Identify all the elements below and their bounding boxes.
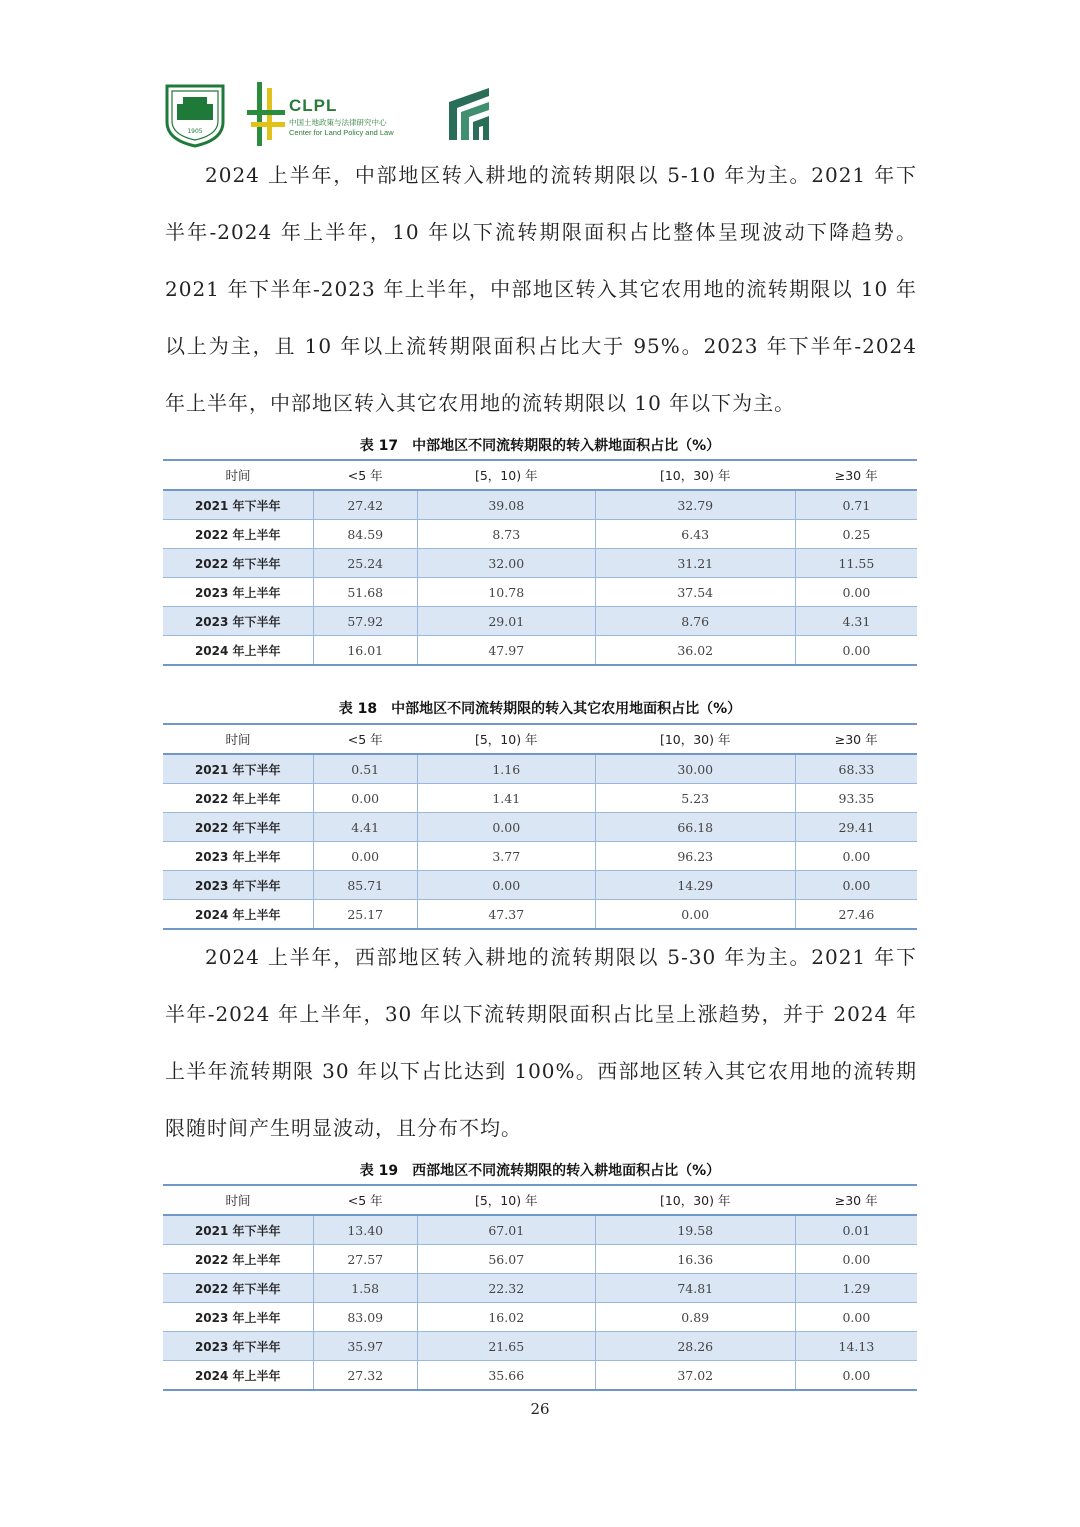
column-header: 时间 [163, 724, 313, 754]
column-header: ≥30 年 [795, 460, 917, 490]
column-header: <5 年 [313, 1185, 417, 1215]
row-period-label: 2023 年上半年 [163, 578, 313, 607]
table-cell: 1.16 [417, 754, 595, 784]
row-period-label: 2023 年上半年 [163, 842, 313, 871]
table-cell: 28.26 [595, 1332, 795, 1361]
table-cell: 0.00 [313, 842, 417, 871]
table-cell: 0.00 [417, 813, 595, 842]
table-cell: 1.41 [417, 784, 595, 813]
table-cell: 32.00 [417, 549, 595, 578]
column-header: [5，10) 年 [417, 1185, 595, 1215]
table-cell: 30.00 [595, 754, 795, 784]
table-cell: 27.32 [313, 1361, 417, 1391]
table-cell: 8.76 [595, 607, 795, 636]
table-cell: 29.01 [417, 607, 595, 636]
table-19-caption: 表 19 西部地区不同流转期限的转入耕地面积占比（%） [359, 1163, 721, 1179]
page-header [163, 78, 923, 148]
table-cell: 27.42 [313, 490, 417, 520]
row-period-label: 2024 年上半年 [163, 636, 313, 666]
row-period-label: 2022 年上半年 [163, 1245, 313, 1274]
row-period-label: 2022 年下半年 [163, 813, 313, 842]
table-19 [163, 1184, 917, 1391]
row-period-label: 2022 年上半年 [163, 784, 313, 813]
table-cell: 27.46 [795, 900, 917, 930]
column-header: 时间 [163, 460, 313, 490]
university-seal-logo [163, 82, 227, 148]
clpl-logo [245, 82, 415, 146]
row-period-label: 2022 年下半年 [163, 549, 313, 578]
table-header-row [163, 724, 917, 754]
table-cell: 39.08 [417, 490, 595, 520]
table-cell: 0.00 [795, 842, 917, 871]
table-row [163, 1361, 917, 1391]
paragraph-central-region [165, 147, 917, 432]
table-row [163, 636, 917, 666]
row-period-label: 2021 年下半年 [163, 1215, 313, 1245]
table-cell: 22.32 [417, 1274, 595, 1303]
table-cell: 0.00 [795, 636, 917, 666]
table-cell: 6.43 [595, 520, 795, 549]
table-row [163, 813, 917, 842]
table-row [163, 1245, 917, 1274]
column-header: ≥30 年 [795, 724, 917, 754]
table-cell: 0.01 [795, 1215, 917, 1245]
table-cell: 4.41 [313, 813, 417, 842]
table-17 [163, 459, 917, 666]
table-row [163, 578, 917, 607]
row-period-label: 2022 年上半年 [163, 520, 313, 549]
row-period-label: 2023 年下半年 [163, 1332, 313, 1361]
table-cell: 16.01 [313, 636, 417, 666]
paragraph-text: 2024 上半年，西部地区转入耕地的流转期限以 5-30 年为主。2021 年下半年-2024 年上半年，30 年以下流转期限面积占比呈上涨趋势，并于 2024 年上半年流转期限 30 年以下占比达到 100%。西部地区转入其它农用地的流转期限随时间产生明显波动，且分布不均。 [165, 945, 917, 1140]
column-header: [10，30) 年 [595, 460, 795, 490]
table-row [163, 1215, 917, 1245]
table-cell: 29.41 [795, 813, 917, 842]
row-period-label: 2023 年下半年 [163, 871, 313, 900]
table-cell: 0.00 [417, 871, 595, 900]
table-cell: 10.78 [417, 578, 595, 607]
paragraph-western-region [165, 929, 917, 1157]
table-cell: 5.23 [595, 784, 795, 813]
table-cell: 0.00 [313, 784, 417, 813]
table-cell: 13.40 [313, 1215, 417, 1245]
table-cell: 96.23 [595, 842, 795, 871]
table-row [163, 607, 917, 636]
table-cell: 16.36 [595, 1245, 795, 1274]
table-cell: 35.66 [417, 1361, 595, 1391]
table-cell: 27.57 [313, 1245, 417, 1274]
row-period-label: 2024 年上半年 [163, 1361, 313, 1391]
table-cell: 25.24 [313, 549, 417, 578]
table-row [163, 784, 917, 813]
table-cell: 0.89 [595, 1303, 795, 1332]
table-row [163, 520, 917, 549]
table-cell: 0.00 [595, 900, 795, 930]
page-number: 26 [530, 1400, 550, 1418]
table-cell: 67.01 [417, 1215, 595, 1245]
row-period-label: 2021 年下半年 [163, 490, 313, 520]
row-period-label: 2023 年下半年 [163, 607, 313, 636]
column-header: <5 年 [313, 460, 417, 490]
table-row [163, 549, 917, 578]
row-period-label: 2022 年下半年 [163, 1274, 313, 1303]
table-cell: 14.29 [595, 871, 795, 900]
column-header: [10，30) 年 [595, 1185, 795, 1215]
table-17-caption: 表 17 中部地区不同流转期限的转入耕地面积占比（%） [359, 438, 721, 454]
column-header: [10，30) 年 [595, 724, 795, 754]
table-row [163, 871, 917, 900]
clpl-english-name: Center for Land Policy and Law [289, 128, 394, 137]
table-cell: 47.37 [417, 900, 595, 930]
table-cell: 25.17 [313, 900, 417, 930]
row-period-label: 2021 年下半年 [163, 754, 313, 784]
table-cell: 4.31 [795, 607, 917, 636]
table-row [163, 1274, 917, 1303]
clpl-mark-icon [245, 82, 289, 146]
clpl-chinese-name: 中国土地政策与法律研究中心 [289, 118, 387, 127]
table-cell: 51.68 [313, 578, 417, 607]
paragraph-text: 2024 上半年，中部地区转入耕地的流转期限以 5-10 年为主。2021 年下半年-2024 年上半年，10 年以下流转期限面积占比整体呈现波动下降趋势。2021 年下半年-2023 年上半年，中部地区转入其它农用地的流转期限以 10 年以上为主，且 10 年以上流转期限面积占比大于 95%。2023 年下半年-2024 年上半年，中部地区转入其它农用地的流转期限以 10 年以下为主。 [165, 163, 917, 415]
table-cell: 32.79 [595, 490, 795, 520]
table-cell: 0.00 [795, 1361, 917, 1391]
table-cell: 57.92 [313, 607, 417, 636]
table-18-caption: 表 18 中部地区不同流转期限的转入其它农用地面积占比（%） [338, 701, 742, 717]
table-cell: 14.13 [795, 1332, 917, 1361]
table-cell: 21.65 [417, 1332, 595, 1361]
table-cell: 0.51 [313, 754, 417, 784]
column-header: 时间 [163, 1185, 313, 1215]
table-cell: 0.00 [795, 1245, 917, 1274]
table-cell: 84.59 [313, 520, 417, 549]
table-cell: 8.73 [417, 520, 595, 549]
column-header: [5，10) 年 [417, 460, 595, 490]
table-cell: 68.33 [795, 754, 917, 784]
partner-building-logo [445, 84, 493, 144]
table-cell: 3.77 [417, 842, 595, 871]
table-cell: 74.81 [595, 1274, 795, 1303]
table-row [163, 754, 917, 784]
seal-year: 1905 [187, 128, 203, 135]
table-header-row [163, 1185, 917, 1215]
table-cell: 37.02 [595, 1361, 795, 1391]
table-cell: 0.00 [795, 1303, 917, 1332]
table-cell: 66.18 [595, 813, 795, 842]
table-cell: 85.71 [313, 871, 417, 900]
table-row [163, 490, 917, 520]
table-cell: 16.02 [417, 1303, 595, 1332]
table-cell: 47.97 [417, 636, 595, 666]
table-cell: 0.25 [795, 520, 917, 549]
table-cell: 36.02 [595, 636, 795, 666]
column-header: ≥30 年 [795, 1185, 917, 1215]
row-period-label: 2023 年上半年 [163, 1303, 313, 1332]
table-cell: 83.09 [313, 1303, 417, 1332]
table-cell: 35.97 [313, 1332, 417, 1361]
table-cell: 1.58 [313, 1274, 417, 1303]
table-cell: 1.29 [795, 1274, 917, 1303]
table-cell: 37.54 [595, 578, 795, 607]
table-cell: 11.55 [795, 549, 917, 578]
table-cell: 0.00 [795, 578, 917, 607]
table-cell: 0.71 [795, 490, 917, 520]
column-header: <5 年 [313, 724, 417, 754]
table-row [163, 900, 917, 930]
table-header-row [163, 460, 917, 490]
table-cell: 93.35 [795, 784, 917, 813]
table-row [163, 1332, 917, 1361]
table-row [163, 842, 917, 871]
table-row [163, 1303, 917, 1332]
column-header: [5，10) 年 [417, 724, 595, 754]
table-cell: 31.21 [595, 549, 795, 578]
table-18 [163, 723, 917, 930]
clpl-name: CLPL [289, 96, 338, 115]
table-cell: 0.00 [795, 871, 917, 900]
row-period-label: 2024 年上半年 [163, 900, 313, 930]
table-cell: 56.07 [417, 1245, 595, 1274]
table-cell: 19.58 [595, 1215, 795, 1245]
